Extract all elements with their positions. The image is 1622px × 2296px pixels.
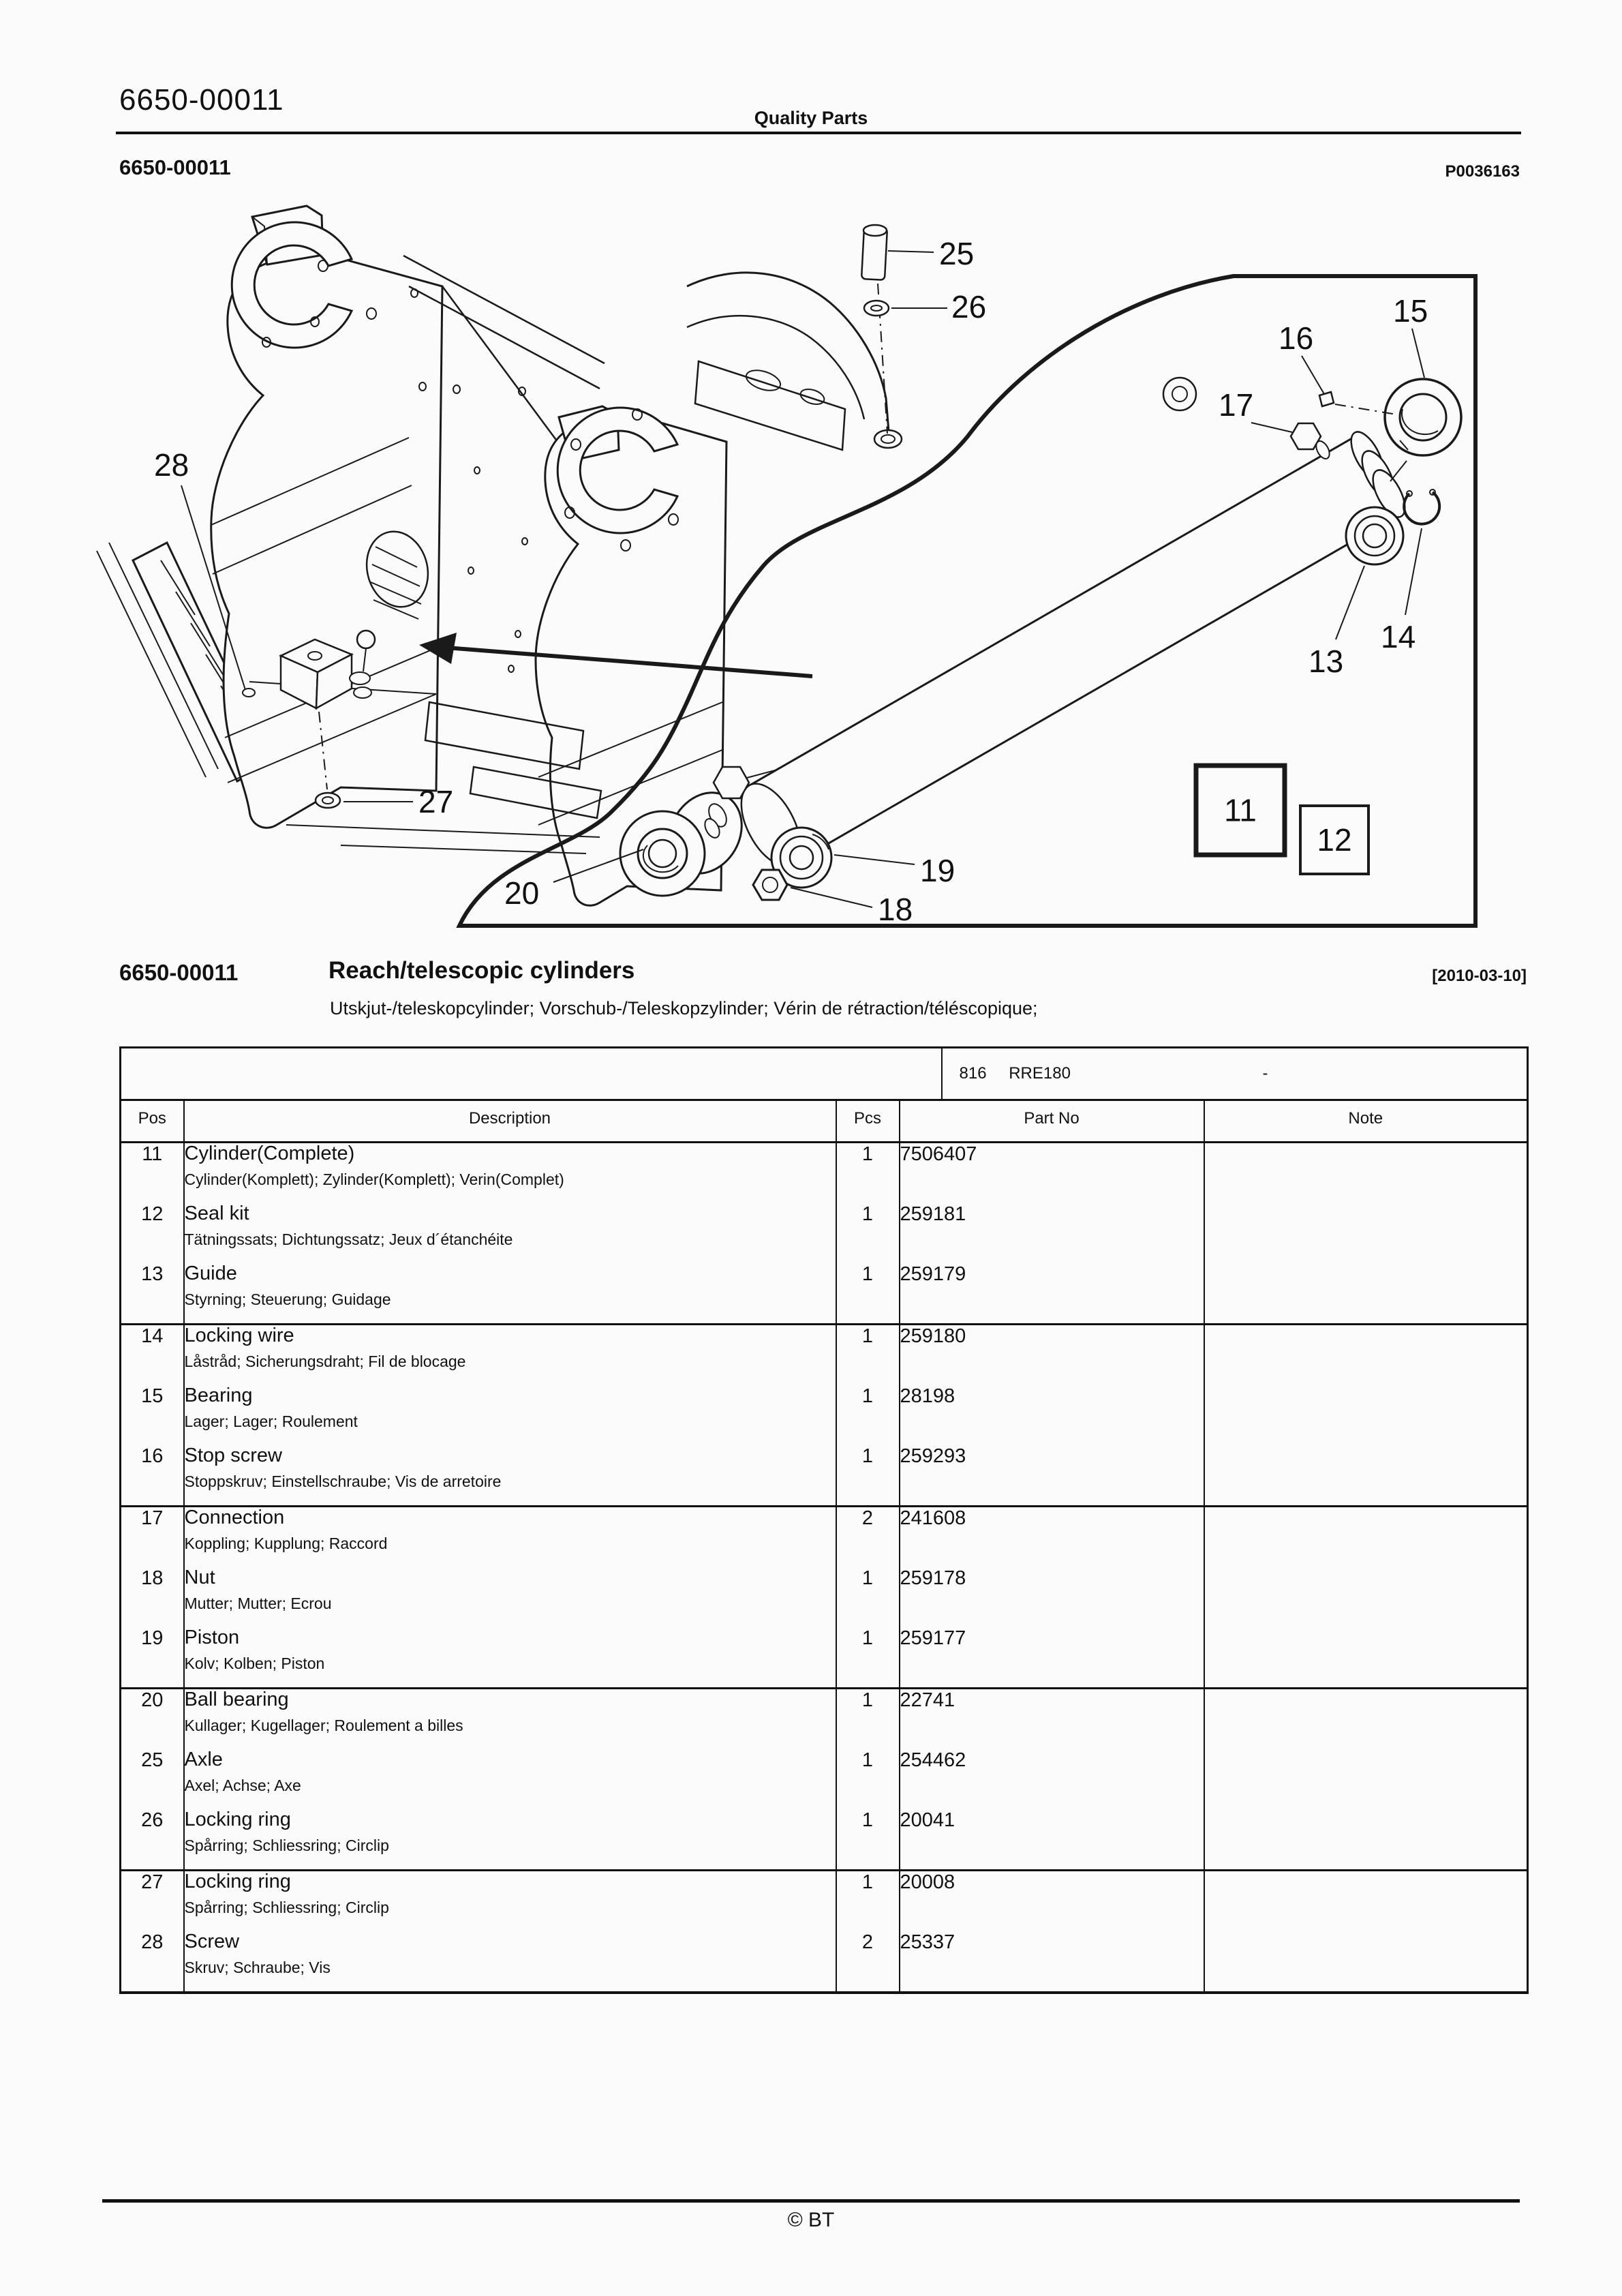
description-translations: Kullager; Kugellager; Roulement a billes — [184, 1717, 463, 1735]
cell-note — [1204, 1263, 1528, 1325]
section-title: Reach/telescopic cylinders — [328, 957, 635, 984]
cell-pos: 14 — [121, 1325, 184, 1386]
cell-pcs: 1 — [836, 1445, 900, 1507]
cell-pos: 16 — [121, 1445, 184, 1507]
cell-pcs: 1 — [836, 1567, 900, 1627]
table-row — [121, 1385, 1528, 1445]
callout-label-27: 27 — [418, 784, 454, 819]
col-header-partno: Part No — [900, 1100, 1204, 1137]
figure-code: P0036163 — [1445, 162, 1520, 181]
table-row — [121, 1689, 1528, 1750]
cell-note — [1204, 1749, 1528, 1809]
description-main: Locking ring — [184, 1871, 291, 1892]
col-header-note: Note — [1204, 1100, 1528, 1137]
callout-label-26: 26 — [951, 289, 987, 324]
description-translations: Mutter; Mutter; Ecrou — [184, 1595, 332, 1613]
description-translations: Axel; Achse; Axe — [184, 1777, 301, 1795]
callout-leader-25 — [888, 251, 934, 252]
cell-pcs: 1 — [836, 1325, 900, 1386]
cell-note — [1204, 1931, 1528, 1993]
cell-description — [184, 1507, 836, 1568]
cell-description — [184, 1567, 836, 1627]
cell-part-no: 254462 — [900, 1749, 1204, 1809]
model-header-empty-cell — [121, 1048, 942, 1100]
callout-label-16: 16 — [1279, 320, 1314, 356]
cell-pos: 27 — [121, 1871, 184, 1932]
table-row — [121, 1263, 1528, 1325]
cell-description — [184, 1689, 836, 1750]
cell-part-no: 259293 — [900, 1445, 1204, 1507]
callout-label-19: 19 — [920, 853, 955, 888]
col-header-pos: Pos — [121, 1100, 184, 1137]
table-row — [121, 1143, 1528, 1204]
description-translations: Låstråd; Sicherungsdraht; Fil de blocage — [184, 1353, 466, 1371]
description-main: Seal kit — [184, 1203, 249, 1224]
description-translations: Cylinder(Komplett); Zylinder(Komplett); Verin(Complet) — [184, 1170, 564, 1189]
callout-label-15: 15 — [1393, 293, 1428, 329]
cell-description — [184, 1203, 836, 1263]
cell-part-no: 28198 — [900, 1385, 1204, 1445]
cell-pcs: 1 — [836, 1749, 900, 1809]
table-row — [121, 1931, 1528, 1993]
cell-note — [1204, 1385, 1528, 1445]
description-translations: Tätningssats; Dichtungssatz; Jeux d´étanchéite — [184, 1230, 513, 1249]
parts-group — [121, 1143, 1528, 1325]
callout-label-20: 20 — [504, 875, 540, 911]
parts-group — [121, 1871, 1528, 1993]
section-number: 6650-00011 — [119, 960, 239, 985]
callout-label-18: 18 — [878, 892, 913, 927]
cell-part-no: 259178 — [900, 1567, 1204, 1627]
callout-leader-14 — [1405, 528, 1422, 615]
cell-description — [184, 1385, 836, 1445]
cell-description — [184, 1325, 836, 1386]
description-main: Bearing — [184, 1385, 253, 1406]
cell-note — [1204, 1871, 1528, 1932]
model-code: 816 — [959, 1064, 987, 1083]
table-row — [121, 1749, 1528, 1809]
cell-pos: 15 — [121, 1385, 184, 1445]
parts-table — [119, 1046, 1529, 1994]
cell-note — [1204, 1325, 1528, 1386]
callout-label-14: 14 — [1381, 619, 1416, 654]
callout-leader-17 — [1251, 423, 1292, 432]
header-double-line — [121, 1136, 1528, 1143]
description-main: Screw — [184, 1931, 240, 1952]
cell-pos: 11 — [121, 1143, 184, 1204]
cell-description — [184, 1627, 836, 1689]
cell-note — [1204, 1627, 1528, 1689]
cell-pcs: 1 — [836, 1689, 900, 1750]
cell-note — [1204, 1507, 1528, 1568]
callout-label-13: 13 — [1309, 644, 1344, 679]
table-row — [121, 1445, 1528, 1507]
callout-label-28: 28 — [154, 447, 189, 483]
cell-description — [184, 1931, 836, 1993]
cell-note — [1204, 1203, 1528, 1263]
cell-part-no: 20008 — [900, 1871, 1204, 1932]
cell-note — [1204, 1809, 1528, 1871]
cell-pcs: 1 — [836, 1203, 900, 1263]
brand-header: Quality Parts — [754, 108, 868, 128]
description-main: Axle — [184, 1749, 223, 1770]
cell-part-no: 20041 — [900, 1809, 1204, 1871]
cell-note — [1204, 1445, 1528, 1507]
cell-note — [1204, 1689, 1528, 1750]
description-translations: Styrning; Steuerung; Guidage — [184, 1290, 391, 1309]
cell-note — [1204, 1143, 1528, 1204]
cell-pos: 25 — [121, 1749, 184, 1809]
table-row — [121, 1871, 1528, 1932]
model-header-cell — [942, 1048, 1528, 1100]
cell-pcs: 1 — [836, 1263, 900, 1325]
column-header-row — [121, 1100, 1528, 1137]
table-row — [121, 1567, 1528, 1627]
col-header-description: Description — [184, 1100, 836, 1137]
callout-label-25: 25 — [939, 236, 975, 271]
figure-doc-number: 6650-00011 — [119, 155, 231, 179]
callout-label-17: 17 — [1219, 387, 1254, 423]
cell-pos: 28 — [121, 1931, 184, 1993]
description-main: Piston — [184, 1627, 240, 1648]
cell-pcs: 1 — [836, 1627, 900, 1689]
description-translations: Koppling; Kupplung; Raccord — [184, 1535, 388, 1553]
table-row — [121, 1507, 1528, 1568]
description-main: Guide — [184, 1263, 237, 1284]
cell-description — [184, 1871, 836, 1932]
cell-pos: 20 — [121, 1689, 184, 1750]
parts-group — [121, 1689, 1528, 1871]
cell-part-no: 241608 — [900, 1507, 1204, 1568]
cell-pcs: 2 — [836, 1931, 900, 1993]
cell-pos: 18 — [121, 1567, 184, 1627]
cell-description — [184, 1445, 836, 1507]
cell-pcs: 1 — [836, 1809, 900, 1871]
callout-leader-16 — [1302, 356, 1324, 394]
description-translations: Skruv; Schraube; Vis — [184, 1959, 331, 1977]
footer-rule — [102, 2199, 1520, 2203]
description-main: Ball bearing — [184, 1689, 289, 1710]
page-doc-number: 6650-00011 — [119, 83, 284, 117]
description-main: Locking ring — [184, 1809, 291, 1830]
parts-group — [121, 1325, 1528, 1507]
cell-pcs: 2 — [836, 1507, 900, 1568]
model-note-dash: - — [1262, 1064, 1268, 1083]
model-header-row — [121, 1048, 1528, 1100]
description-translations: Stoppskruv; Einstellschraube; Vis de arretoire — [184, 1472, 502, 1491]
cell-pos: 26 — [121, 1809, 184, 1871]
cell-description — [184, 1143, 836, 1204]
table-row — [121, 1203, 1528, 1263]
col-header-pcs: Pcs — [836, 1100, 900, 1137]
section-subtitle: Utskjut-/teleskopcylinder; Vorschub-/Teleskopzylinder; Vérin de rétraction/téléscopique; — [330, 998, 1038, 1018]
exploded-view-diagram — [0, 0, 1622, 982]
cell-pcs: 1 — [836, 1385, 900, 1445]
cell-description — [184, 1749, 836, 1809]
description-translations: Spårring; Schliessring; Circlip — [184, 1899, 389, 1917]
cell-pos: 12 — [121, 1203, 184, 1263]
callout-leader-19 — [834, 855, 915, 864]
cell-pcs: 1 — [836, 1143, 900, 1204]
footer-copyright: © BT — [787, 2209, 835, 2231]
cell-part-no: 25337 — [900, 1931, 1204, 1993]
description-main: Cylinder(Complete) — [184, 1143, 355, 1164]
cell-description — [184, 1809, 836, 1871]
callout-label-11: 11 — [1224, 792, 1257, 828]
cell-description — [184, 1263, 836, 1325]
cell-note — [1204, 1567, 1528, 1627]
cell-part-no: 259181 — [900, 1203, 1204, 1263]
description-translations: Kolv; Kolben; Piston — [184, 1655, 325, 1673]
callout-leader-18 — [791, 888, 872, 907]
description-main: Nut — [184, 1567, 215, 1588]
cell-part-no: 22741 — [900, 1689, 1204, 1750]
section-date: [2010-03-10] — [1432, 967, 1527, 985]
description-translations: Spårring; Schliessring; Circlip — [184, 1837, 389, 1855]
cell-part-no: 259177 — [900, 1627, 1204, 1689]
callout-leader-15 — [1412, 329, 1424, 378]
cell-pcs: 1 — [836, 1871, 900, 1932]
description-main: Stop screw — [184, 1445, 282, 1466]
cell-pos: 13 — [121, 1263, 184, 1325]
description-translations: Lager; Lager; Roulement — [184, 1413, 358, 1431]
cell-pos: 19 — [121, 1627, 184, 1689]
table-row — [121, 1627, 1528, 1689]
cell-part-no: 7506407 — [900, 1143, 1204, 1204]
cell-pos: 17 — [121, 1507, 184, 1568]
callout-leader-13 — [1336, 566, 1364, 639]
table-row — [121, 1809, 1528, 1871]
axle-pin-drawing — [861, 225, 889, 434]
model-name: RRE180 — [1009, 1064, 1071, 1083]
description-main: Locking wire — [184, 1325, 294, 1346]
cell-part-no: 259179 — [900, 1263, 1204, 1325]
callout-label-12: 12 — [1317, 822, 1352, 858]
description-main: Connection — [184, 1507, 285, 1528]
parts-group — [121, 1507, 1528, 1689]
cell-part-no: 259180 — [900, 1325, 1204, 1386]
table-row — [121, 1325, 1528, 1386]
